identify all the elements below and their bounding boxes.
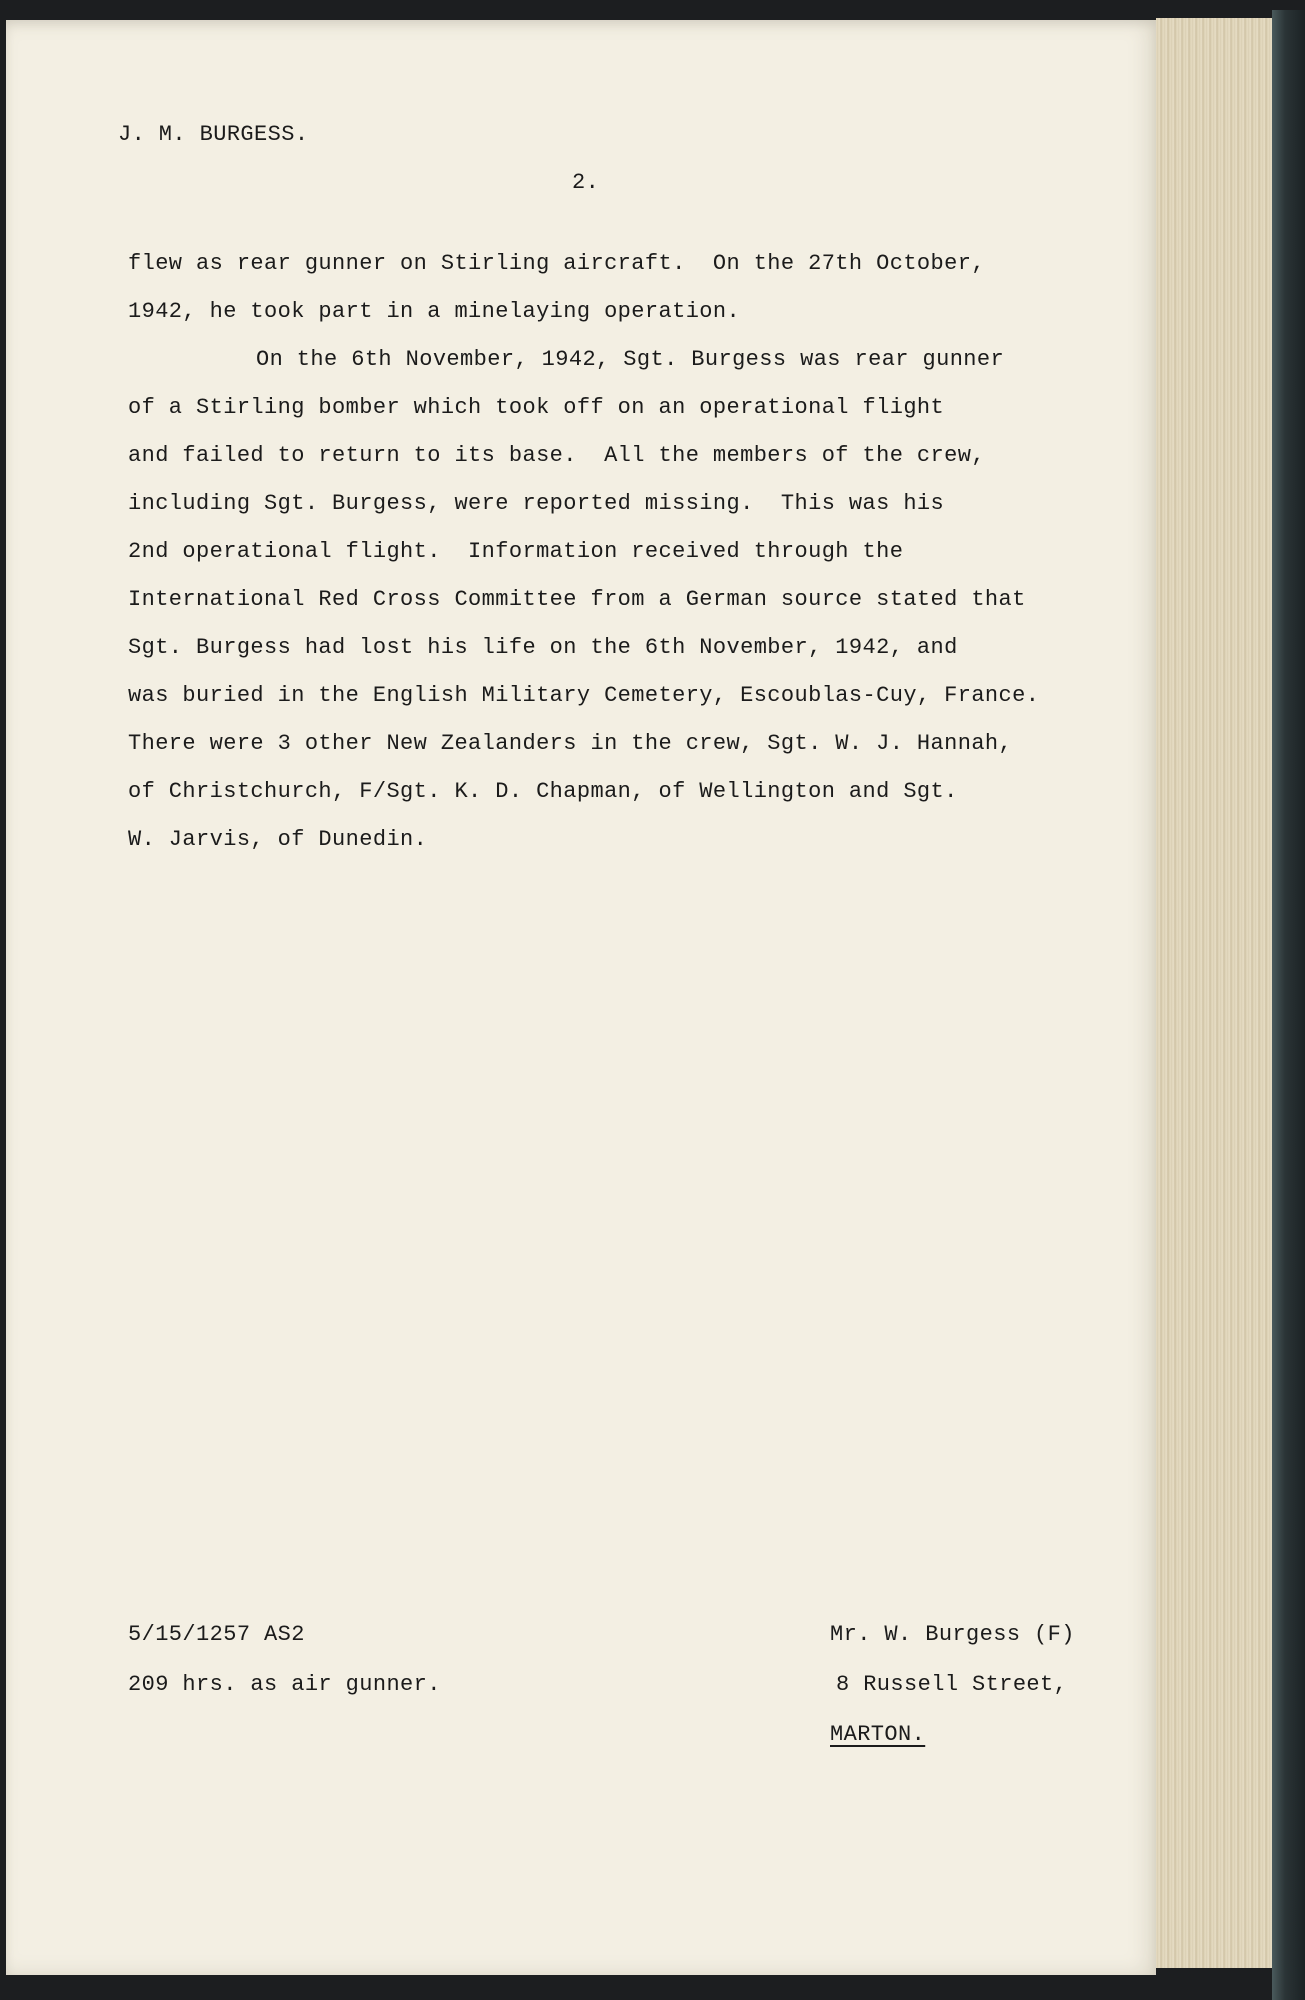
page-number: 2.	[572, 170, 600, 195]
body-line: On the 6th November, 1942, Sgt. Burgess was rear gunner	[256, 347, 1005, 372]
body-line: 2nd operational flight. Information received through the	[128, 539, 904, 564]
body-text	[128, 240, 1128, 864]
body-line: There were 3 other New Zealanders in the crew, Sgt. W. J. Hannah,	[128, 731, 1013, 756]
body-line: 1942, he took part in a minelaying operation.	[128, 299, 741, 324]
body-line: W. Jarvis, of Dunedin.	[128, 827, 428, 852]
body-line: including Sgt. Burgess, were reported missing. This was his	[128, 491, 945, 516]
body-line: International Red Cross Committee from a German source stated that	[128, 587, 1026, 612]
body-line: was buried in the English Military Cemetery, Escoublas-Cuy, France.	[128, 683, 1040, 708]
body-line: flew as rear gunner on Stirling aircraft. On the 27th October,	[128, 251, 985, 276]
flying-hours: 209 hrs. as air gunner.	[128, 1672, 441, 1697]
body-line: Sgt. Burgess had lost his life on the 6th November, 1942, and	[128, 635, 958, 660]
next-of-kin-town: MARTON.	[830, 1722, 926, 1747]
book-cover-edge	[1272, 10, 1305, 2000]
file-reference: 5/15/1257 AS2	[128, 1622, 305, 1647]
body-line: of Christchurch, F/Sgt. K. D. Chapman, of Wellington and Sgt.	[128, 779, 958, 804]
header-name: J. M. BURGESS.	[118, 122, 309, 147]
next-of-kin-name: Mr. W. Burgess (F)	[830, 1622, 1075, 1647]
body-line: of a Stirling bomber which took off on an operational flight	[128, 395, 945, 420]
body-line: and failed to return to its base. All the members of the crew,	[128, 443, 985, 468]
book-page-edges	[1156, 18, 1276, 1968]
next-of-kin-street: 8 Russell Street,	[836, 1672, 1068, 1697]
